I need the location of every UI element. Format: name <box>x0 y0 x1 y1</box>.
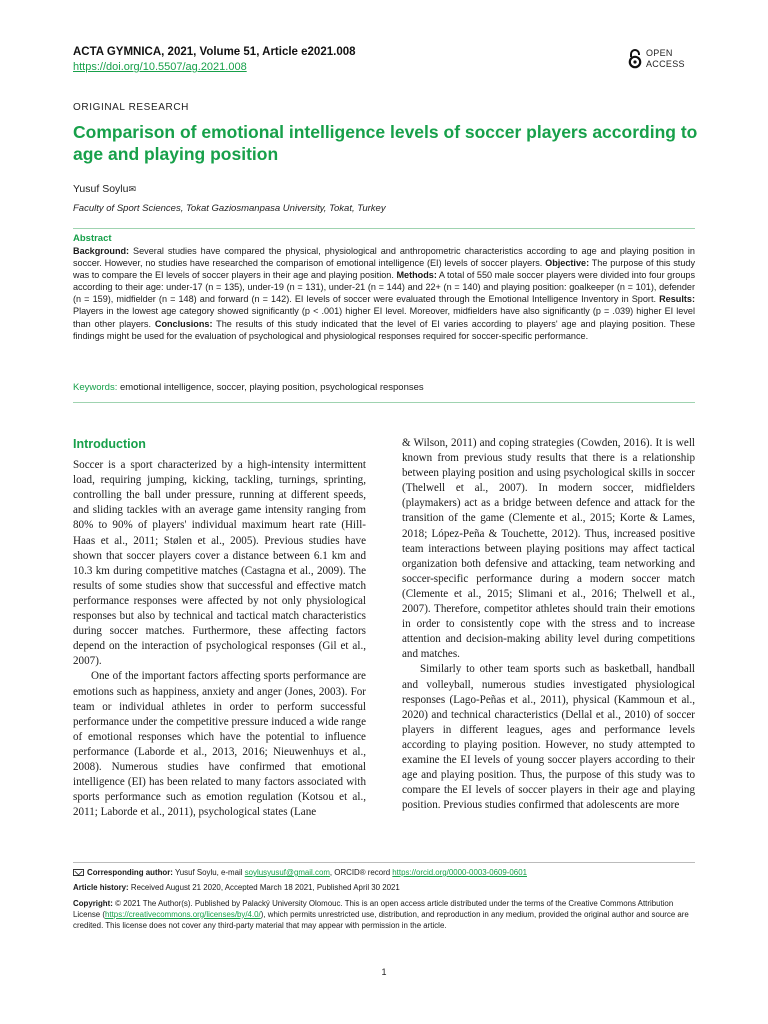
body-paragraph: Similarly to other team sports such as basketball, handball and volleyball, numerous studies investigated physiological responses (Lago-Peñas et al., 2011), physical (Kammoun et al., 2020) and technical characteristics (Dellal et al., 2010) of soccer players in different leagues, ages and performance levels according to playing position. However, no study attempted to examine the EI levels of young soccer players according to their age and playing position. Thus, the purpose of this study was to compare the EI levels of soccer players in their age and playing position. Previous studies confirmed that adolescents are more <box>402 663 695 812</box>
keywords-label: Keywords: <box>73 382 118 393</box>
email-link[interactable]: soylusyusuf@gmail.com <box>244 868 330 877</box>
conclusions-text: The results of this study indicated that the level of EI varies according to players' age and playing position. These findings might be used for the evaluation of psychological and physiological responses required for soccer-specific performance. <box>73 318 696 341</box>
corresponding-author <box>73 868 695 879</box>
copyright-text-1: © 2021 The Author(s). Published by Palacký University Olomouc. This is an open access article distributed under the terms of the Creative Commons Attribution License ( <box>73 899 674 919</box>
mail-icon <box>73 869 84 876</box>
keywords-text: emotional intelligence, soccer, playing position, psychological responses <box>117 382 424 393</box>
abstract-label: Abstract <box>73 233 112 244</box>
copyright <box>73 899 695 931</box>
body-column-left <box>73 437 366 820</box>
abstract-bottom-rule <box>73 402 695 403</box>
page-number: 1 <box>381 967 387 977</box>
keywords <box>73 382 424 393</box>
objective-text: The purpose of this study was to compare the EI levels of soccer players in their age and playing position. <box>73 258 695 281</box>
open-access-icon <box>628 49 642 69</box>
results-text: Players in the lowest age category showed significantly (p < .001) higher EI level. Moreover, midfielders have also significantly (p = .039) higher EI level than other players. <box>73 306 695 329</box>
open-access-badge <box>628 48 685 70</box>
body-paragraph: & Wilson, 2011) and coping strategies (Cowden, 2016). It is well known from previous study results that there is a relationship between playing position and using psychological skills in soccer (Thelwell et al., 2007). In modern soccer, midfielders (playmakers) act as a bridge between defence and attack for the transition of the game (Clemente et al., 2015; Korte & Lames, 2018; López-Peña & Touchette, 2012). Thus, increased positive team interactions between playing positions may affect tactical organization both defensive and attacking, team networking and soccer-specific performance during a modern soccer match (Clemente et al., 2015; Slimani et al., 2016; Thelwell et al., 2007). Therefore, competitor athletes should train their emotions in order to consistently cope with the stress and to increase attention and decision-making ability level during competitions and matches. <box>402 437 695 661</box>
author-name[interactable]: Yusuf Soylu <box>73 183 129 195</box>
results-label: Results: <box>659 294 695 305</box>
abstract <box>73 233 695 342</box>
methods-text: A total of 550 male soccer players were divided into four groups according to their age: under-17 (n = 135), under-19 (n = 131), under-21 (n = 144) and 22+ (n = 140) and playing position: goalkeeper (n = 101), defender (n = 159), midfielder (n = 148) and forward (n = 142). EI levels of soccer were evaluated through the Emotional Intelligence Inventory in Sport. <box>73 270 695 305</box>
open-access-line1: OPEN <box>646 48 673 58</box>
email-icon[interactable]: ✉ <box>128 184 136 194</box>
body-paragraph: One of the important factors affecting sports performance are emotions such as happiness, anxiety and anger (Jones, 2003). For team or individual athletes in order to perform successful performance under the competitive pressure induced a wide range of emotional responses which have the potential to influence performance (Laborde et al., 2013, 2016; Nieuwenhuys et al., 2008). Numerous studies have confirmed that emotional intelligence (EI) has been related to many factors associated with sports performance such as emotion regulation (Kotsou et al., 2011; Laborde et al., 2011), psychological states (Lane <box>73 670 366 819</box>
doi-link[interactable]: https://doi.org/10.5507/ag.2021.008 <box>73 61 247 73</box>
history-text: Received August 21 2020, Accepted March 18 2021, Published April 30 2021 <box>128 883 400 892</box>
objective-label: Objective: <box>545 258 590 269</box>
open-access-line2: ACCESS <box>646 59 685 69</box>
article-history <box>73 883 695 894</box>
orcid-text: , ORCID® record <box>329 868 393 877</box>
copyright-label: Copyright: <box>73 899 113 908</box>
body-paragraph: Soccer is a sport characterized by a high-intensity intermittent load, requiring jumping, kicking, tackling, turnings, sprinting, controlling the ball under pressure, running at different speeds, and sliding tackles with an average game intensity ranging from 80% to 90% of players' individual maximum heart rate (Hill-Haas et al., 2011; Stølen et al., 2005). Previous studies have shown that soccer players cover a distance between 6.1 km and 10.3 km during competitive matches (Castagna et al., 2009). The results of some studies show that successful and effective match performance responses were affected by not only physiological responses but also by technical and tactical match characteristics during soccer matches. Furthermore, these affecting factors depend on the interaction of psychological responses (Gil et al., 2007). <box>73 459 366 668</box>
article-type: ORIGINAL RESEARCH <box>73 102 189 113</box>
corr-text: Yusuf Soylu, e-mail <box>172 868 245 877</box>
introduction-heading: Introduction <box>73 437 146 451</box>
author-line <box>73 183 136 195</box>
corr-label: Corresponding author: <box>87 868 173 877</box>
journal-citation: ACTA GYMNICA, 2021, Volume 51, Article e2021.008 <box>73 46 356 58</box>
article-title: Comparison of emotional intelligence levels of soccer players according to age and playing position <box>73 122 698 164</box>
background-text: Several studies have compared the physical, physiological and anthropometric characteristics according to age and playing position in soccer. However, no studies have researched the comparison of emotional intelligence (EI) levels of soccer players. <box>73 246 695 269</box>
footer-rule <box>73 862 695 863</box>
abstract-text <box>73 245 695 342</box>
copyright-text-2: ), which permits unrestricted use, distribution, and reproduction in any medium, provided the original author and source are credited. This license does not cover any third-party material that may appear with permission in the article. <box>73 909 689 930</box>
conclusions-label: Conclusions: <box>154 318 213 329</box>
methods-label: Methods: <box>396 270 437 281</box>
background-label: Background: <box>73 246 130 256</box>
orcid-link[interactable]: https://orcid.org/0000-0003-0609-0601 <box>392 868 527 877</box>
affiliation: Faculty of Sport Sciences, Tokat Gaziosmanpasa University, Tokat, Turkey <box>73 203 386 214</box>
body-column-right <box>402 436 695 813</box>
abstract-top-rule <box>73 228 695 229</box>
history-label: Article history: <box>73 883 129 892</box>
license-link[interactable]: https://creativecommons.org/licenses/by/4.0/ <box>105 909 261 919</box>
